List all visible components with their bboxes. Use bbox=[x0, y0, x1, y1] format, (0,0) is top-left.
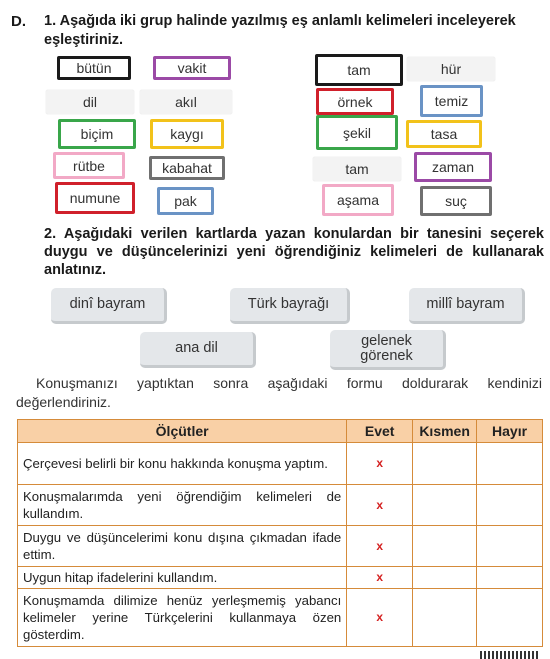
evet-cell[interactable]: x bbox=[347, 526, 413, 567]
word-card[interactable]: kaygı bbox=[150, 119, 224, 149]
question-2-text: Aşağıdaki verilen kartlarda yazan konulardan bir tanesini seçerek duygu ve düşüncelerinizi yeni öğrendiğiniz kelimeleri de kullanarak anlatınız. bbox=[44, 226, 544, 278]
kismen-cell[interactable] bbox=[413, 443, 477, 485]
table-row bbox=[18, 567, 543, 589]
question-2 bbox=[44, 225, 544, 279]
word-card[interactable]: rütbe bbox=[53, 152, 125, 179]
word-card[interactable]: pak bbox=[157, 187, 214, 215]
word-card[interactable]: örnek bbox=[316, 88, 394, 115]
qr-code-icon bbox=[480, 651, 538, 659]
evet-cell[interactable]: x bbox=[347, 443, 413, 485]
word-card[interactable]: bütün bbox=[57, 56, 131, 80]
topic-card-ana-dil[interactable]: ana dil bbox=[140, 332, 256, 368]
word-card[interactable]: tam bbox=[315, 54, 403, 86]
hayir-cell[interactable] bbox=[477, 485, 543, 526]
evet-cell[interactable]: x bbox=[347, 567, 413, 589]
hayir-cell[interactable] bbox=[477, 567, 543, 589]
criterion-cell: Çerçevesi belirli bir konu hakkında konuşma yaptım. bbox=[18, 443, 347, 485]
self-assessment-table bbox=[17, 419, 543, 647]
topic-card-milli-bayram[interactable]: millî bayram bbox=[409, 288, 525, 324]
topic-card-line-1: gelenek bbox=[361, 332, 412, 349]
word-card[interactable]: tam bbox=[313, 157, 401, 181]
word-card[interactable]: akıl bbox=[140, 90, 232, 114]
section-letter: D. bbox=[11, 13, 26, 30]
table-row bbox=[18, 589, 543, 647]
question-1-text: Aşağıda iki grup halinde yazılmış eş anlamlı kelimeleri inceleyerek eşleştiriniz. bbox=[44, 13, 516, 48]
word-card[interactable]: biçim bbox=[58, 119, 136, 149]
word-card[interactable]: temiz bbox=[420, 85, 483, 117]
hayir-cell[interactable] bbox=[477, 526, 543, 567]
criterion-cell: Uygun hitap ifadelerini kullandım. bbox=[18, 567, 347, 589]
kismen-cell[interactable] bbox=[413, 485, 477, 526]
word-card[interactable]: dil bbox=[46, 90, 134, 114]
word-card[interactable]: tasa bbox=[406, 120, 482, 148]
word-card[interactable]: vakit bbox=[153, 56, 231, 80]
word-card[interactable]: hür bbox=[407, 57, 495, 81]
topic-card-turk-bayragi[interactable]: Türk bayrağı bbox=[230, 288, 350, 324]
instruction-text: Konuşmanızı yaptıktan sonra aşağıdaki formu doldurarak kendinizi değerlendiriniz. bbox=[16, 375, 542, 410]
kismen-cell[interactable] bbox=[413, 567, 477, 589]
header-criteria: Ölçütler bbox=[18, 420, 347, 443]
criterion-cell: Duygu ve düşüncelerimi konu dışına çıkmadan ifade ettim. bbox=[18, 526, 347, 567]
word-card[interactable]: zaman bbox=[414, 152, 492, 182]
question-1 bbox=[44, 12, 544, 50]
topic-card-line-2: görenek bbox=[360, 347, 413, 364]
question-1-number: 1. bbox=[44, 13, 57, 29]
question-2-number: 2. bbox=[44, 226, 57, 242]
word-card[interactable]: kabahat bbox=[149, 156, 225, 180]
topic-card-gelenek-gorenek[interactable] bbox=[330, 330, 446, 370]
criterion-cell: Konuşmalarımda yeni öğrendiğim kelimeleri de kullandım. bbox=[18, 485, 347, 526]
header-kismen: Kısmen bbox=[413, 420, 477, 443]
evet-cell[interactable]: x bbox=[347, 589, 413, 647]
topic-card-dini-bayram[interactable]: dinî bayram bbox=[51, 288, 167, 324]
word-card[interactable]: numune bbox=[55, 182, 135, 214]
word-card[interactable]: suç bbox=[420, 186, 492, 216]
kismen-cell[interactable] bbox=[413, 526, 477, 567]
table-row bbox=[18, 526, 543, 567]
header-hayir: Hayır bbox=[477, 420, 543, 443]
kismen-cell[interactable] bbox=[413, 589, 477, 647]
table-header-row bbox=[18, 420, 543, 443]
table-row bbox=[18, 485, 543, 526]
word-card[interactable]: şekil bbox=[316, 115, 398, 150]
header-evet: Evet bbox=[347, 420, 413, 443]
hayir-cell[interactable] bbox=[477, 589, 543, 647]
evet-cell[interactable]: x bbox=[347, 485, 413, 526]
word-card[interactable]: aşama bbox=[322, 184, 394, 216]
table-row bbox=[18, 443, 543, 485]
hayir-cell[interactable] bbox=[477, 443, 543, 485]
criterion-cell: Konuşmamda dilimize henüz yerleşmemiş yabancı kelimeler yerine Türkçelerini kullanmaya özen gösterdim. bbox=[18, 589, 347, 647]
